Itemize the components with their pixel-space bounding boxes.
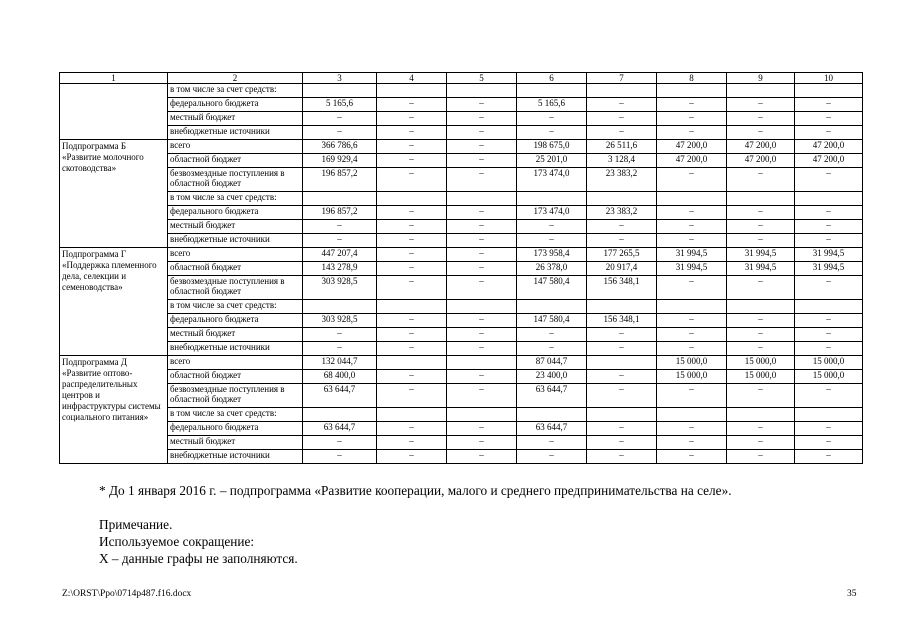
subprogram-name-cell: Подпрограмма Г «Поддержка племенного дела, селекции и семеноводства»: [60, 248, 168, 356]
amount-cell: –: [727, 112, 795, 126]
amount-cell: –: [517, 342, 587, 356]
funding-source-cell: внебюджетные источники: [168, 342, 303, 356]
amount-cell: –: [727, 220, 795, 234]
table-row: [60, 192, 863, 206]
col-header-8: 8: [657, 73, 727, 84]
amount-cell: –: [587, 234, 657, 248]
amount-cell: –: [377, 276, 447, 300]
amount-cell: –: [587, 328, 657, 342]
amount-cell: –: [795, 384, 863, 408]
table-row: [60, 408, 863, 422]
amount-cell: –: [447, 154, 517, 168]
table-row: [60, 140, 863, 154]
amount-cell: [377, 84, 447, 98]
table-row: [60, 436, 863, 450]
amount-cell: –: [447, 126, 517, 140]
amount-cell: 63 644,7: [517, 384, 587, 408]
amount-cell: –: [587, 370, 657, 384]
amount-cell: –: [587, 342, 657, 356]
funding-source-cell: в том числе за счет средств:: [168, 408, 303, 422]
amount-cell: [303, 84, 377, 98]
amount-cell: 47 200,0: [727, 140, 795, 154]
amount-cell: –: [795, 112, 863, 126]
amount-cell: –: [727, 314, 795, 328]
amount-cell: –: [303, 234, 377, 248]
amount-cell: –: [587, 422, 657, 436]
amount-cell: –: [795, 168, 863, 192]
table-row: [60, 98, 863, 112]
amount-cell: –: [795, 450, 863, 464]
amount-cell: –: [727, 276, 795, 300]
amount-cell: –: [657, 276, 727, 300]
table-row: [60, 300, 863, 314]
amount-cell: –: [303, 328, 377, 342]
amount-cell: [587, 300, 657, 314]
col-header-5: 5: [447, 73, 517, 84]
amount-cell: 5 165,6: [517, 98, 587, 112]
col-header-3: 3: [303, 73, 377, 84]
amount-cell: 47 200,0: [727, 154, 795, 168]
col-header-4: 4: [377, 73, 447, 84]
amount-cell: 87 044,7: [517, 356, 587, 370]
amount-cell: –: [657, 314, 727, 328]
amount-cell: –: [657, 98, 727, 112]
amount-cell: –: [795, 220, 863, 234]
note-block: [99, 516, 298, 567]
amount-cell: 63 644,7: [303, 384, 377, 408]
note-title: Примечание.: [99, 517, 173, 532]
funding-source-cell: местный бюджет: [168, 328, 303, 342]
amount-cell: –: [795, 276, 863, 300]
amount-cell: –: [657, 168, 727, 192]
amount-cell: 366 786,6: [303, 140, 377, 154]
budget-table: [59, 72, 863, 464]
amount-cell: –: [377, 262, 447, 276]
col-header-1: 1: [60, 73, 168, 84]
amount-cell: –: [377, 328, 447, 342]
amount-cell: 15 000,0: [657, 356, 727, 370]
amount-cell: –: [727, 436, 795, 450]
funding-source-cell: внебюджетные источники: [168, 234, 303, 248]
amount-cell: –: [517, 112, 587, 126]
amount-cell: [517, 408, 587, 422]
amount-cell: [795, 300, 863, 314]
amount-cell: 132 044,7: [303, 356, 377, 370]
amount-cell: –: [447, 328, 517, 342]
table-row: [60, 234, 863, 248]
page-number: 35: [847, 589, 857, 599]
abbreviation-heading: Используемое сокращение:: [99, 534, 255, 549]
amount-cell: –: [795, 328, 863, 342]
amount-cell: 31 994,5: [727, 262, 795, 276]
amount-cell: [795, 84, 863, 98]
table-row: [60, 384, 863, 408]
funding-source-cell: областной бюджет: [168, 262, 303, 276]
amount-cell: –: [795, 422, 863, 436]
col-header-2: 2: [168, 73, 303, 84]
amount-cell: [517, 300, 587, 314]
table-row: [60, 248, 863, 262]
amount-cell: [447, 192, 517, 206]
amount-cell: –: [587, 450, 657, 464]
amount-cell: –: [587, 220, 657, 234]
amount-cell: –: [795, 206, 863, 220]
amount-cell: –: [795, 98, 863, 112]
amount-cell: [447, 84, 517, 98]
amount-cell: –: [727, 168, 795, 192]
amount-cell: 31 994,5: [795, 248, 863, 262]
amount-cell: [447, 408, 517, 422]
amount-cell: –: [727, 342, 795, 356]
amount-cell: –: [377, 248, 447, 262]
amount-cell: 47 200,0: [657, 140, 727, 154]
amount-cell: –: [657, 220, 727, 234]
funding-source-cell: внебюджетные источники: [168, 450, 303, 464]
amount-cell: –: [657, 450, 727, 464]
amount-cell: –: [447, 220, 517, 234]
amount-cell: [657, 84, 727, 98]
amount-cell: 15 000,0: [657, 370, 727, 384]
amount-cell: 63 644,7: [303, 422, 377, 436]
amount-cell: –: [657, 328, 727, 342]
amount-cell: –: [657, 342, 727, 356]
amount-cell: –: [727, 98, 795, 112]
table-row: [60, 314, 863, 328]
amount-cell: –: [795, 314, 863, 328]
amount-cell: –: [727, 206, 795, 220]
amount-cell: –: [377, 384, 447, 408]
amount-cell: 156 348,1: [587, 314, 657, 328]
amount-cell: [303, 300, 377, 314]
amount-cell: 303 928,5: [303, 276, 377, 300]
amount-cell: –: [587, 112, 657, 126]
table-row: [60, 126, 863, 140]
amount-cell: 15 000,0: [795, 356, 863, 370]
subprogram-name-cell: [60, 84, 168, 140]
amount-cell: –: [587, 384, 657, 408]
amount-cell: [303, 192, 377, 206]
amount-cell: 31 994,5: [657, 262, 727, 276]
amount-cell: –: [517, 450, 587, 464]
amount-cell: [377, 300, 447, 314]
funding-source-cell: всего: [168, 140, 303, 154]
table-row: [60, 342, 863, 356]
amount-cell: 196 857,2: [303, 168, 377, 192]
amount-cell: –: [727, 328, 795, 342]
amount-cell: –: [657, 206, 727, 220]
amount-cell: 15 000,0: [727, 356, 795, 370]
amount-cell: –: [657, 126, 727, 140]
amount-cell: 303 928,5: [303, 314, 377, 328]
amount-cell: –: [727, 422, 795, 436]
amount-cell: [727, 192, 795, 206]
funding-source-cell: в том числе за счет средств:: [168, 300, 303, 314]
amount-cell: 25 201,0: [517, 154, 587, 168]
amount-cell: 63 644,7: [517, 422, 587, 436]
amount-cell: 156 348,1: [587, 276, 657, 300]
amount-cell: [517, 192, 587, 206]
amount-cell: 31 994,5: [727, 248, 795, 262]
funding-source-cell: федерального бюджета: [168, 98, 303, 112]
amount-cell: 23 383,2: [587, 168, 657, 192]
amount-cell: 31 994,5: [795, 262, 863, 276]
table-row: [60, 206, 863, 220]
amount-cell: –: [447, 262, 517, 276]
amount-cell: –: [377, 342, 447, 356]
amount-cell: [303, 408, 377, 422]
amount-cell: [657, 408, 727, 422]
amount-cell: [587, 408, 657, 422]
amount-cell: 173 474,0: [517, 206, 587, 220]
amount-cell: –: [303, 126, 377, 140]
amount-cell: [795, 192, 863, 206]
funding-source-cell: федерального бюджета: [168, 206, 303, 220]
amount-cell: –: [447, 314, 517, 328]
column-number-row: [60, 73, 863, 84]
funding-source-cell: безвозмездные поступления в областной бюджет: [168, 276, 303, 300]
amount-cell: –: [657, 234, 727, 248]
amount-cell: –: [657, 422, 727, 436]
amount-cell: –: [447, 384, 517, 408]
amount-cell: [377, 192, 447, 206]
amount-cell: –: [303, 436, 377, 450]
table-row: [60, 84, 863, 98]
amount-cell: –: [447, 436, 517, 450]
amount-cell: –: [517, 436, 587, 450]
amount-cell: 47 200,0: [657, 154, 727, 168]
amount-cell: 47 200,0: [795, 154, 863, 168]
amount-cell: –: [303, 342, 377, 356]
col-header-6: 6: [517, 73, 587, 84]
table-row: [60, 370, 863, 384]
table-row: [60, 112, 863, 126]
amount-cell: 5 165,6: [303, 98, 377, 112]
amount-cell: –: [795, 234, 863, 248]
amount-cell: –: [795, 436, 863, 450]
amount-cell: –: [377, 370, 447, 384]
amount-cell: 15 000,0: [727, 370, 795, 384]
amount-cell: –: [303, 112, 377, 126]
amount-cell: [587, 356, 657, 370]
amount-cell: 196 857,2: [303, 206, 377, 220]
amount-cell: –: [587, 98, 657, 112]
amount-cell: –: [377, 98, 447, 112]
amount-cell: –: [447, 112, 517, 126]
amount-cell: –: [447, 140, 517, 154]
amount-cell: [587, 84, 657, 98]
funding-source-cell: областной бюджет: [168, 154, 303, 168]
amount-cell: –: [303, 220, 377, 234]
col-header-9: 9: [727, 73, 795, 84]
funding-source-cell: федерального бюджета: [168, 314, 303, 328]
funding-source-cell: федерального бюджета: [168, 422, 303, 436]
amount-cell: –: [657, 436, 727, 450]
amount-cell: 20 917,4: [587, 262, 657, 276]
amount-cell: [447, 300, 517, 314]
subprogram-name-cell: Подпрограмма Б «Развитие молочного скотоводства»: [60, 140, 168, 248]
amount-cell: [727, 300, 795, 314]
table-row: [60, 168, 863, 192]
amount-cell: [795, 408, 863, 422]
funding-source-cell: местный бюджет: [168, 112, 303, 126]
amount-cell: –: [377, 234, 447, 248]
amount-cell: –: [377, 126, 447, 140]
amount-cell: [517, 84, 587, 98]
table-row: [60, 328, 863, 342]
table-row: [60, 262, 863, 276]
funding-source-cell: областной бюджет: [168, 370, 303, 384]
amount-cell: [447, 356, 517, 370]
amount-cell: –: [377, 450, 447, 464]
amount-cell: –: [657, 112, 727, 126]
col-header-10: 10: [795, 73, 863, 84]
funding-source-cell: всего: [168, 248, 303, 262]
amount-cell: –: [447, 342, 517, 356]
amount-cell: –: [517, 328, 587, 342]
funding-source-cell: местный бюджет: [168, 220, 303, 234]
amount-cell: 3 128,4: [587, 154, 657, 168]
amount-cell: 198 675,0: [517, 140, 587, 154]
amount-cell: 447 207,4: [303, 248, 377, 262]
table-row: [60, 220, 863, 234]
funding-source-cell: в том числе за счет средств:: [168, 192, 303, 206]
funding-source-cell: местный бюджет: [168, 436, 303, 450]
amount-cell: –: [447, 450, 517, 464]
amount-cell: –: [377, 154, 447, 168]
amount-cell: –: [587, 126, 657, 140]
amount-cell: [587, 192, 657, 206]
amount-cell: –: [727, 450, 795, 464]
amount-cell: –: [727, 384, 795, 408]
subprogram-name-cell: Подпрограмма Д «Развитие оптово-распределительных центров и инфраструктуры системы социального питания»: [60, 356, 168, 464]
abbreviation-text: Х – данные графы не заполняются.: [99, 551, 298, 566]
table-row: [60, 154, 863, 168]
amount-cell: 177 265,5: [587, 248, 657, 262]
amount-cell: –: [447, 248, 517, 262]
budget-table-body: [60, 73, 863, 464]
amount-cell: 143 278,9: [303, 262, 377, 276]
amount-cell: 147 580,4: [517, 276, 587, 300]
amount-cell: –: [447, 370, 517, 384]
amount-cell: 23 383,2: [587, 206, 657, 220]
amount-cell: –: [447, 206, 517, 220]
amount-cell: –: [447, 276, 517, 300]
table-row: [60, 276, 863, 300]
amount-cell: –: [727, 126, 795, 140]
amount-cell: –: [795, 342, 863, 356]
amount-cell: [377, 356, 447, 370]
amount-cell: 31 994,5: [657, 248, 727, 262]
amount-cell: [727, 84, 795, 98]
amount-cell: –: [657, 384, 727, 408]
amount-cell: –: [447, 168, 517, 192]
amount-cell: 169 929,4: [303, 154, 377, 168]
amount-cell: –: [517, 220, 587, 234]
funding-source-cell: всего: [168, 356, 303, 370]
amount-cell: [657, 192, 727, 206]
amount-cell: –: [517, 234, 587, 248]
table-row: [60, 356, 863, 370]
amount-cell: –: [377, 140, 447, 154]
amount-cell: –: [517, 126, 587, 140]
amount-cell: –: [377, 220, 447, 234]
amount-cell: 23 400,0: [517, 370, 587, 384]
amount-cell: –: [377, 436, 447, 450]
amount-cell: –: [377, 206, 447, 220]
table-row: [60, 422, 863, 436]
amount-cell: 147 580,4: [517, 314, 587, 328]
amount-cell: 173 958,4: [517, 248, 587, 262]
amount-cell: 47 200,0: [795, 140, 863, 154]
amount-cell: –: [727, 234, 795, 248]
amount-cell: –: [447, 234, 517, 248]
funding-source-cell: безвозмездные поступления в областной бюджет: [168, 168, 303, 192]
amount-cell: 26 378,0: [517, 262, 587, 276]
amount-cell: 173 474,0: [517, 168, 587, 192]
amount-cell: –: [303, 450, 377, 464]
amount-cell: –: [795, 126, 863, 140]
funding-source-cell: безвозмездные поступления в областной бюджет: [168, 384, 303, 408]
amount-cell: 68 400,0: [303, 370, 377, 384]
funding-source-cell: внебюджетные источники: [168, 126, 303, 140]
amount-cell: [657, 300, 727, 314]
amount-cell: –: [377, 422, 447, 436]
file-path: Z:\ORST\Ppo\0714p487.f16.docx: [62, 589, 192, 599]
amount-cell: –: [377, 314, 447, 328]
amount-cell: –: [587, 436, 657, 450]
table-row: [60, 450, 863, 464]
amount-cell: –: [447, 98, 517, 112]
footnote: * До 1 января 2016 г. – подпрограмма «Развитие кооперации, малого и среднего предпринимательства на селе».: [99, 483, 732, 498]
amount-cell: [727, 408, 795, 422]
amount-cell: [377, 408, 447, 422]
amount-cell: 15 000,0: [795, 370, 863, 384]
amount-cell: –: [377, 168, 447, 192]
col-header-7: 7: [587, 73, 657, 84]
amount-cell: –: [377, 112, 447, 126]
amount-cell: 26 511,6: [587, 140, 657, 154]
funding-source-cell: в том числе за счет средств:: [168, 84, 303, 98]
amount-cell: –: [447, 422, 517, 436]
